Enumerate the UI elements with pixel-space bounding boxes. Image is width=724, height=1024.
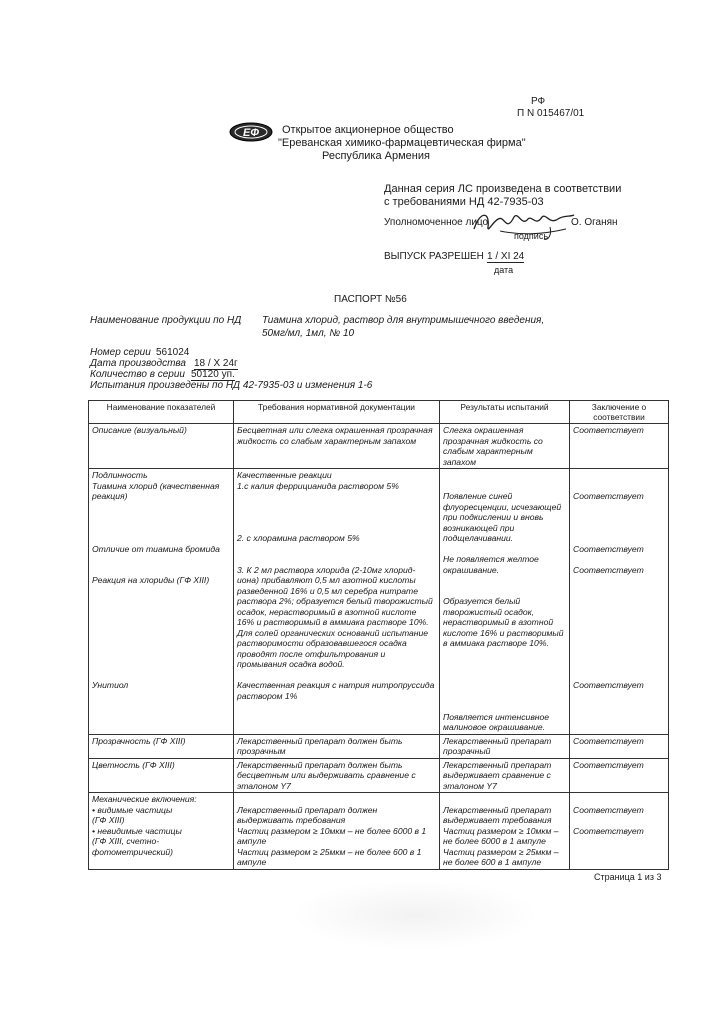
cell-conclusion: Соответствует Соответствует xyxy=(570,793,669,870)
product-label: Наименование продукции по НД xyxy=(90,315,242,326)
cell-requirement: Качественные реакции 1.с калия феррицианида раствором 5% 2. с хлорамина раствором 5% 3. К 2 мл раствора хлорида (2-10мг хлорид-иона) прибавляют 0,5 мл азотной кислоты разведенной 16% и 0,5 мл серебра нитрате раствора 2%; образуется белый творожистый осадок, нерастворимый в азотной кислоте 16% и растворимый в аммиака растворе 10%. Для солей органических оснований испытание растворимости образовавшегося осадка проводят после отфильтрования и промывания осадка водой. Качественная реакция с натрия нитропруссида раствором 1% xyxy=(234,469,440,735)
cell-result: Лекарственный препарат выдерживает требования Частиц размером ≥ 10мкм – не более 6000 в 1 ампуле Частиц размером ≥ 25мкм – не более 600 в 1 ампуле xyxy=(440,793,570,870)
signature-caption: подпись xyxy=(514,231,549,241)
scan-smudge xyxy=(290,880,540,950)
page-number: Страница 1 из 3 xyxy=(594,872,662,882)
cell-requirement: Бесцветная или слегка окрашенная прозрачная жидкость со слабым характерным запахом xyxy=(234,424,440,469)
authorized-name: О. Оганян xyxy=(571,217,618,228)
cell-conclusion: Соответствует Соответствует Соответствует Соответствует xyxy=(570,469,669,735)
cell-requirement: Лекарственный препарат должен выдерживать требования Частиц размером ≥ 10мкм – не более 6000 в 1 ампуле Частиц размером ≥ 25мкм – не более 600 в 1 ампуле xyxy=(234,793,440,870)
cell-result: Появление синей флуоресценции, исчезающей при подкислении и вновь возникающей при подщелачивании. Не появляется желтое окрашивание. Образуется белый творожистый осадок, нерастворимый в азотной кислоте 16% и растворимый в аммиака растворе 10%. Появляется интенсивное малиновое окрашивание. xyxy=(440,469,570,735)
company-line-1: Открытое акционерное общество xyxy=(282,124,454,136)
header-conclusion: Заключение о соответствии xyxy=(570,401,669,424)
cell-indicator: Прозрачность (ГФ XIII) xyxy=(89,734,234,758)
cell-requirement: Лекарственный препарат должен быть прозрачным xyxy=(234,734,440,758)
table-row xyxy=(89,758,669,793)
cell-requirement: Лекарственный препарат должен быть бесцветным или выдерживать сравнение с эталоном Y7 xyxy=(234,758,440,793)
release-date: 1 / XI 24 xyxy=(487,251,525,262)
table-row xyxy=(89,469,669,735)
table-row xyxy=(89,734,669,758)
cell-indicator: Подлинность Тиамина хлорид (качественная реакция) Отличие от тиамина бромида Реакция на хлориды (ГФ XIII) Унитиол xyxy=(89,469,234,735)
company-logo xyxy=(228,120,274,144)
rf-label: РФ xyxy=(531,96,546,107)
header-results: Результаты испытаний xyxy=(440,401,570,424)
table-row xyxy=(89,793,669,870)
prod-date-value: 18 / X 24г xyxy=(194,358,238,369)
product-value-1: Тиамина хлорид, раствор для внутримышечного введения, xyxy=(262,315,545,326)
series-label: Номер серии xyxy=(90,347,151,358)
cell-result: Слегка окрашенная прозрачная жидкость со слабым характерным запахом xyxy=(440,424,570,469)
authorized-label: Уполномоченное лицо xyxy=(384,217,489,228)
header-requirements: Требования нормативной документации xyxy=(234,401,440,424)
cell-conclusion: Соответствует xyxy=(570,758,669,793)
cell-result: Лекарственный препарат прозрачный xyxy=(440,734,570,758)
cell-conclusion: Соответствует xyxy=(570,424,669,469)
release-line-1: Данная серия ЛС произведена в соответствии xyxy=(384,183,622,195)
table-row xyxy=(89,424,669,469)
cell-indicator: Описание (визуальный) xyxy=(89,424,234,469)
company-line-2: "Ереванская химико-фармацевтическая фирма" xyxy=(278,137,526,149)
table-header-row xyxy=(89,401,669,424)
cell-conclusion: Соответствует xyxy=(570,734,669,758)
series-value: 561024 xyxy=(156,347,190,358)
product-value-2: 50мг/мл, 1мл, № 10 xyxy=(262,328,355,339)
release-line-2: с требованиями НД 42-7935-03 xyxy=(384,196,544,208)
release-label: ВЫПУСК РАЗРЕШЕН xyxy=(384,251,484,262)
quantity-label: Количество в серии xyxy=(90,369,185,380)
tests-line: Испытания произведены по НД 42-7935-03 и изменения 1-6 xyxy=(90,380,373,391)
quantity-value: 50120 уп. xyxy=(191,369,235,380)
cell-indicator: Механические включения: • видимые частицы (ГФ XIII) • невидимые частицы (ГФ XIII, счетно- фотометрический) xyxy=(89,793,234,870)
cell-indicator: Цветность (ГФ XIII) xyxy=(89,758,234,793)
svg-text:ЕФ: ЕФ xyxy=(243,127,259,139)
cell-result: Лекарственный препарат выдерживает сравнение с эталоном Y7 xyxy=(440,758,570,793)
prod-date-label: Дата производства xyxy=(90,358,186,369)
passport-title: ПАСПОРТ №56 xyxy=(334,294,407,305)
header-indicator: Наименование показателей xyxy=(89,401,234,424)
specification-table xyxy=(88,400,669,870)
company-line-3: Республика Армения xyxy=(322,150,430,162)
date-caption: дата xyxy=(494,265,514,275)
license-number: П N 015467/01 xyxy=(517,108,585,119)
